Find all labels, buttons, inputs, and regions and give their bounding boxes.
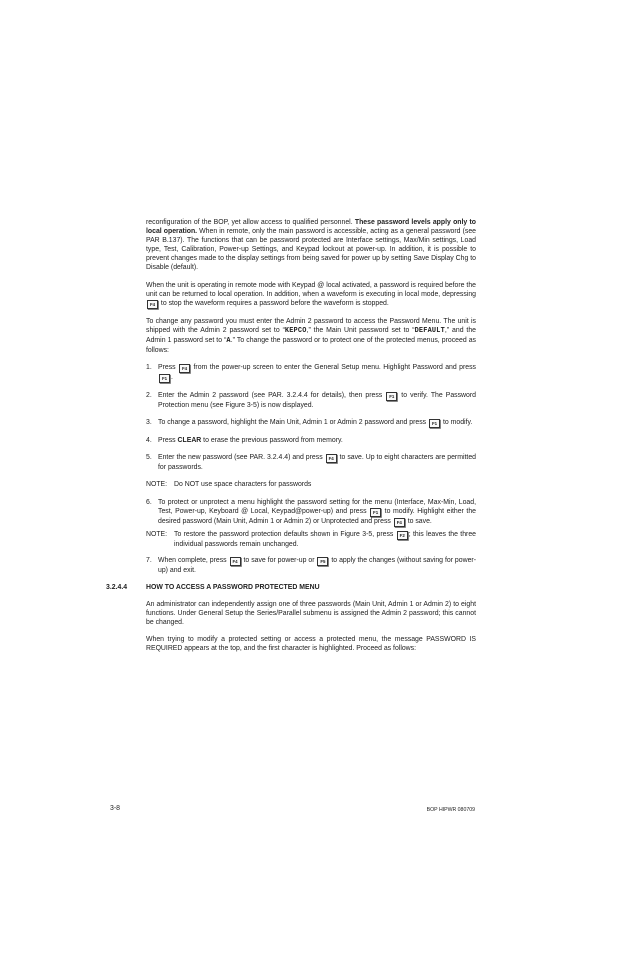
password-kepco: KEPCO [284,326,307,335]
paragraph-admin-assign: An administrator can independently assign one of three passwords (Main Unit, Admin 1 or Admin 2) to eight functions. Under General Setup the Series/Parallel submenu is assigned the Admin 2 password; this cannot be changed. [146,600,476,627]
step-2: 2. Enter the Admin 2 password (see PAR. 3.2.4.4 for details), then press F1 to verify. The Password Protection menu (see Figure 3-5) is now displayed. [146,392,476,410]
f5-key-icon: F5 [317,557,328,566]
note-restore-defaults: NOTE: To restore the password protection defaults shown in Figure 3-5, press F2 ; this leaves the three individual passwords remain unchanged. [146,530,476,548]
step-7: 7. When complete, press F4 to save for power-up or F5 to apply the changes (without saving for power-up) and exit. [146,556,476,574]
f2-key-icon: F2 [397,531,408,540]
step-5: 5. Enter the new password (see PAR. 3.2.4.4) and press F4 to save. Up to eight characters are permitted for passwords. [146,454,476,472]
paragraph-remote-mode: When the unit is operating in remote mode with Keypad @ local activated, a password is required before the unit can be returned to local operation. In addition, when a waveform is executing in local mode, depressing F4 to stop the waveform requires a password before the waveform is stopped. [146,281,476,307]
section-heading [106,583,476,592]
step-4: 4. Press CLEAR to erase the previous password from memory. [146,437,343,445]
f1-key-icon: F1 [159,374,170,383]
page-number: 3-8 [110,805,120,812]
step-6: 6. To protect or unprotect a menu highlight the password setting for the menu (Interface, Max-Min, Load, Test, Power-up, Keyboard @ Local, Keypad@power-up) and press F1 to modify. Highlight either the desired password (Main Unit, Admin 1 or Admin 2) or Unprotected and press F4 to save. [146,498,476,525]
emphasis-local-only: These password levels apply only to local operation. [146,219,476,236]
paragraph-protected-access: When trying to modify a protected setting or access a protected menu, the message PASSWORD IS REQUIRED appears at the top, and the first character is highlighted. Proceed as follows: [146,636,476,653]
f4-key-icon: F4 [394,518,405,527]
paragraph-password-levels: reconfiguration of the BOP, yet allow access to qualified personnel. These password levels apply only to local operation. When in remote, only the main password is accessible, acting as a general password (see PAR B.137). The functions that can be password protected are Interface settings, Max/Min settings, Load type, Test, Calibration, Power-up Settings, and Keypad lockout at power-up. In addition, it is possible to prevent changes made to the display settings from being saved for power up by setting Save Display Chg to Disable (default). [146,219,476,272]
step-1: 1. Press F4 from the power-up screen to enter the General Setup menu. Highlight Password and press F1 . [146,364,476,382]
password-default: DEFAULT [414,326,445,335]
f1-key-icon: F1 [386,392,397,401]
paragraph-default-passwords: To change any password you must enter the Admin 2 password to access the Password Menu. The unit is shipped with the Admin 2 password set to “KEPCO,” the Main Unit password set to “DEFAULT,” and the Admin 1 password set to “A.” To change the password or to protect one of the protected menus, proceed as follows: [146,317,477,355]
note-no-spaces: NOTE: Do NOT use space characters for passwords [146,481,312,489]
clear-key-label: CLEAR [177,437,202,445]
step-3: 3. To change a password, highlight the Main Unit, Admin 1 or Admin 2 password and press F1 to modify. [146,419,473,427]
document-id: BOP HIPWR 080709 [426,807,475,813]
f4-key-icon: F4 [230,557,241,566]
password-a: A [226,336,231,345]
section-title: HOW TO ACCESS A PASSWORD PROTECTED MENU [146,583,320,591]
f4-key-icon: F4 [326,454,337,463]
f4-key-icon: F4 [179,364,190,373]
body-text [106,218,477,661]
f1-key-icon: F1 [370,508,381,517]
f1-key-icon: F1 [429,419,440,428]
f4-key-icon: F4 [147,300,158,309]
section-number: 3.2.4.4 [106,583,128,591]
